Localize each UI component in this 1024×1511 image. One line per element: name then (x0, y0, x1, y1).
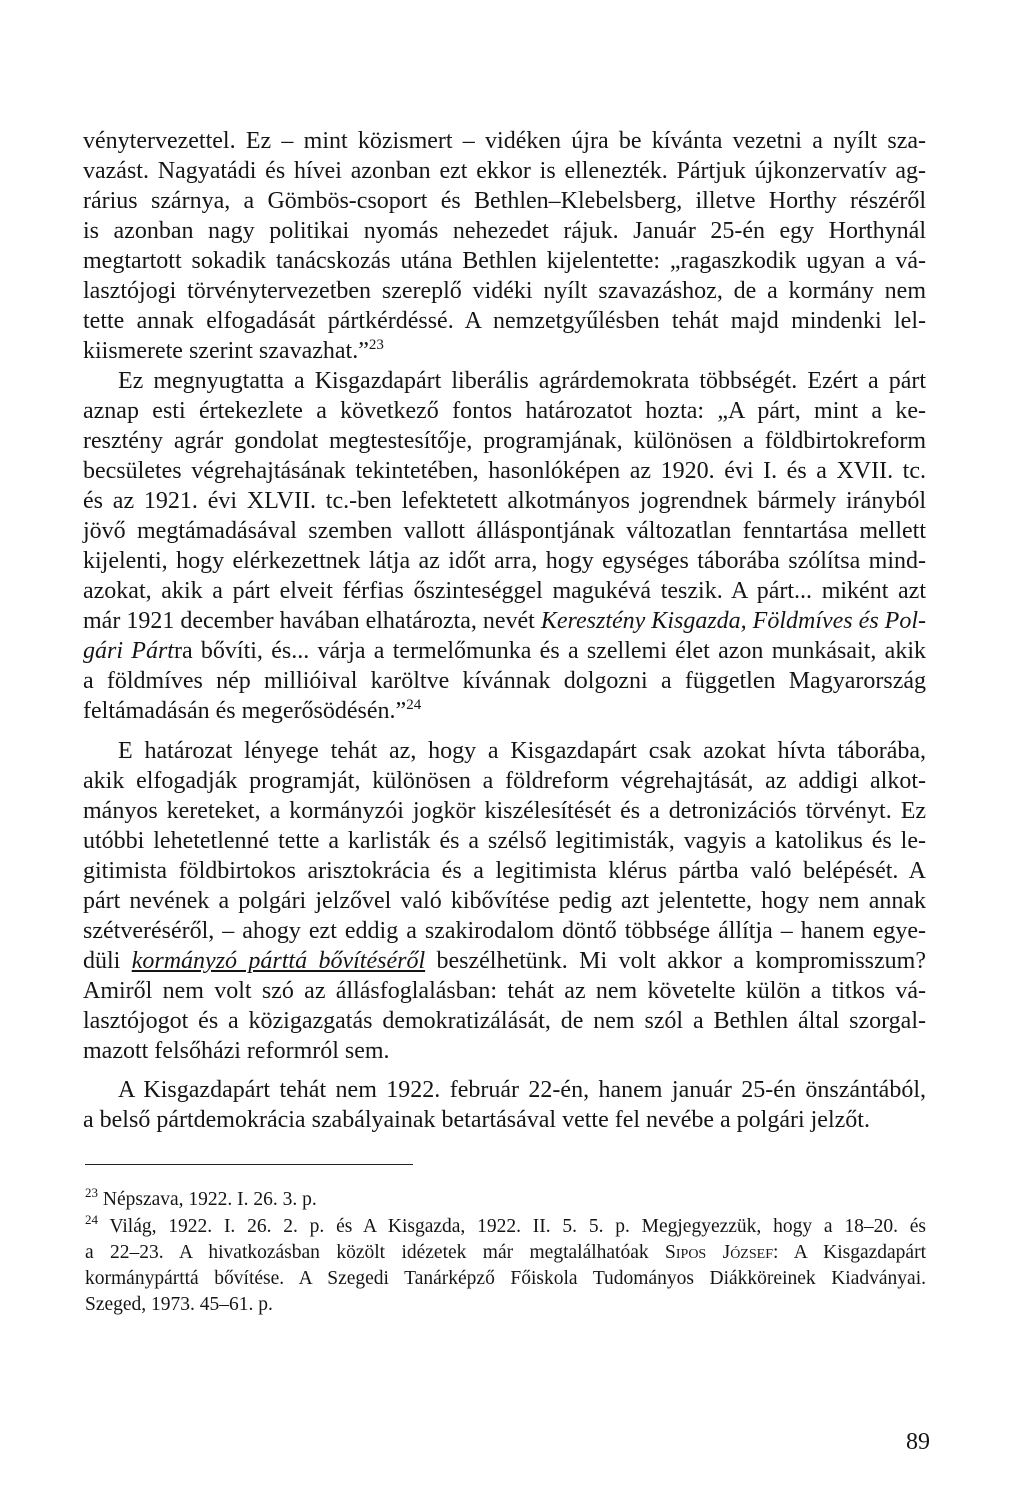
body-line-text: kiismerete szerint szavazhat.” (83, 338, 369, 364)
body-line: A Kisgazdapárt tehát nem 1922. február 22-én, hanem január 25-én önszántából, (118, 1077, 926, 1103)
body-line: vénytervezettel. Ez – mint közismert – vidéken újra be kívánta vezetni a nyílt sza- (83, 128, 926, 154)
body-line: kijelenti, hogy elérkezettnek látja az időt arra, hogy egységes táborába szólítsa mind- (83, 548, 926, 574)
body-line-text: düli (83, 948, 132, 974)
body-line: a földmíves nép millióival karöltve kívánnak dolgozni a független Magyarország (83, 668, 926, 694)
page-number: 89 (906, 1429, 930, 1455)
body-line: akik elfogadják programját, különösen a földreform végrehajtását, az addigi alkot- (83, 768, 926, 794)
body-line: tette annak elfogadását pártkérdéssé. A nemzetgyűlésben tehát majd mindenki lel- (83, 308, 926, 334)
body-line: utóbbi lehetetlenné tette a karlisták és a szélső legitimisták, vagyis a katolikus és le- (83, 828, 926, 854)
body-line: gitimista földbirtokos arisztokrácia és a legitimista klérus pártba való belépését. A (83, 858, 926, 884)
body-line: azokat, akik a párt elveit férfias őszinteséggel magukévá teszik. A párt... miként azt (83, 578, 926, 604)
footnote-author: Sipos József (665, 1242, 773, 1263)
body-line: mazott felsőházi reformról sem. (83, 1038, 390, 1064)
body-line (83, 946, 926, 976)
body-line-text: ra bővíti, és... várja a termelőmunka és a szellemi élet azon munkásait, akik (173, 638, 926, 664)
body-line (83, 336, 926, 366)
body-line: megtartott sokadik tanácskozás utána Bethlen kijelentette: „ragaszkodik ugyan a vá- (83, 248, 926, 274)
body-line: is azonban nagy politikai nyomás nehezedet rájuk. Január 25-én egy Horthynál (83, 218, 926, 244)
emphasis-underlined: kormányzó párttá bővítéséről (131, 948, 426, 974)
body-line: E határozat lényege tehát az, hogy a Kisgazdapárt csak azokat hívta táborába, (118, 738, 926, 764)
body-line: a belső pártdemokrácia szabályainak betartásával vette fel nevébe a polgári jelzőt. (83, 1107, 870, 1133)
footnote-number: 23 (85, 1185, 98, 1200)
footnote-line: Szeged, 1973. 45–61. p. (85, 1294, 273, 1315)
body-line: vazást. Nagyatádi és hívei azonban ezt ekkor is ellenezték. Pártjuk újkonzervatív ag- (83, 158, 926, 184)
body-line-text: beszélhetünk. Mi volt akkor a kompromisszum? (425, 948, 926, 974)
body-line: becsületes végrehajtásának tekintetében, hasonlóképen az 1920. évi I. és a XVII. tc. (83, 458, 926, 484)
footnote-text: Népszava, 1922. I. 26. 3. p. (102, 1189, 317, 1210)
footnote-line: kormánypárttá bővítése. A Szegedi Tanárképző Főiskola Tudományos Diákköreinek Kiadványai. (85, 1268, 926, 1289)
footnote-text: Világ, 1922. I. 26. 2. p. és A Kisgazda, 1922. II. 5. 5. p. Megjegyezzük, hogy a 18–20. és (109, 1216, 926, 1237)
footnote-divider (85, 1164, 413, 1165)
body-line: jövő megtámadásával szemben vallott álláspontjának változatlan fenntartása mellett (83, 518, 926, 544)
footnote-ref-23: 23 (368, 337, 384, 353)
body-line: rárius szárnya, a Gömbös-csoport és Bethlen–Klebelsberg, illetve Horthy részéről (83, 188, 926, 214)
body-line: mányos kereteket, a kormányzói jogkör kiszélesítését és a detronizációs törvényt. Ez (83, 798, 926, 824)
body-line-text: feltámadásán és megerősödésén.” (83, 698, 407, 724)
footnote-text: a 22–23. A hivatkozásban közölt idézetek már megtalálhatóak (85, 1242, 666, 1263)
footnote-number: 24 (85, 1212, 98, 1227)
body-line: lasztójogi törvénytervezetben szereplő vidéki nyílt szavazáshoz, de a kormány nem (83, 278, 926, 304)
body-line: Amiről nem volt szó az állásfoglalásban: tehát az nem követelte külön a titkos vá- (83, 978, 926, 1004)
body-line: aznap esti értekezlete a következő fontos határozatot hozta: „A párt, mint a ke- (83, 398, 926, 424)
footnote-text: : A Kisgazdapárt (773, 1242, 927, 1263)
body-line (83, 696, 926, 726)
party-name-italic: Keresztény Kisgazda, Földmíves és Pol- (540, 608, 926, 634)
footnote-ref-24: 24 (406, 697, 422, 713)
body-line-text: már 1921 december havában elhatározta, nevét (83, 608, 541, 634)
party-name-italic: gári Párt (83, 638, 174, 664)
footnote-24 (85, 1214, 926, 1240)
body-line: Ez megnyugtatta a Kisgazdapárt liberális agrárdemokrata többségét. Ezért a párt (118, 368, 926, 394)
body-line: lasztójogot és a közigazgatás demokratizálását, de nem szól a Bethlen által szorgal- (83, 1008, 926, 1034)
body-line: párt nevének a polgári jelzővel való kibővítése pedig azt jelentette, hogy nem annak (83, 888, 926, 914)
body-line: szétveréséről, – ahogy ezt eddig a szakirodalom döntő többsége állítja – hanem egye- (83, 918, 926, 944)
body-line (83, 606, 926, 636)
body-line: resztény agrár gondolat megtestesítője, programjának, különösen a földbirtokreform (83, 428, 926, 454)
footnote-23 (85, 1187, 926, 1213)
footnote-line (85, 1240, 926, 1266)
body-line: és az 1921. évi XLVII. tc.-ben lefektetett alkotmányos jogrendnek bármely irányból (83, 488, 926, 514)
body-line (83, 636, 926, 666)
